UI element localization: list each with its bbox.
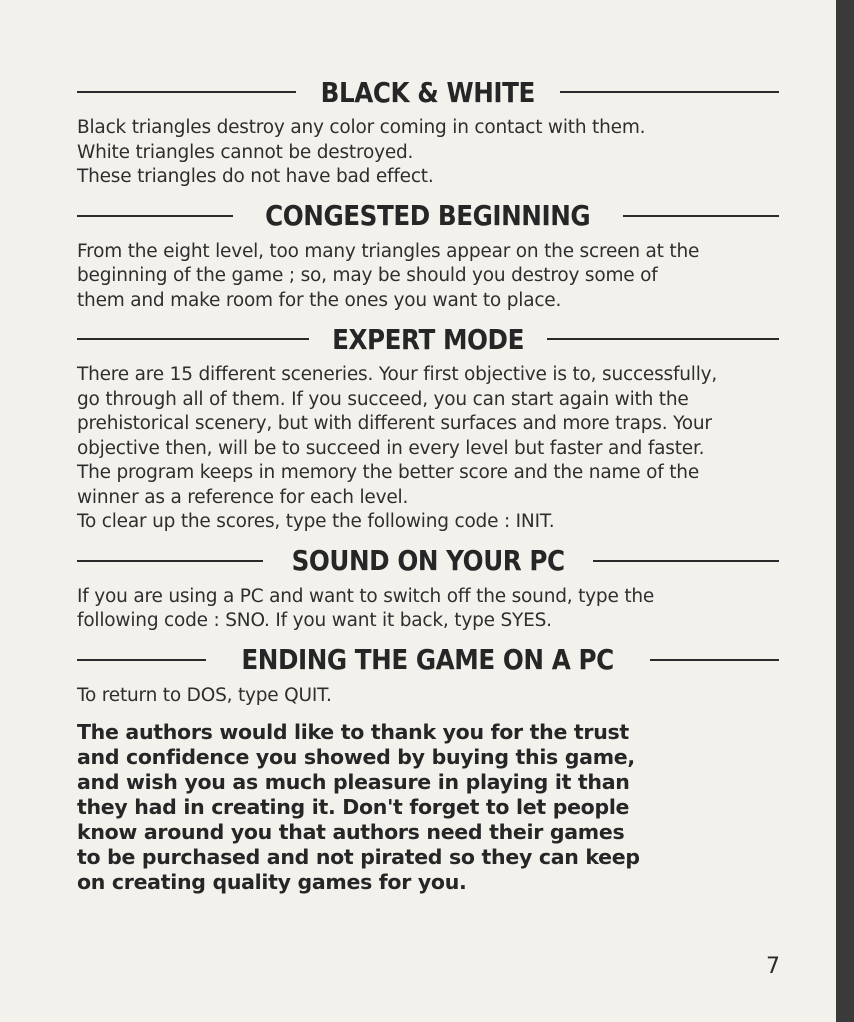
page-number: 7 <box>766 954 780 979</box>
heading-rule-left <box>77 560 263 562</box>
section-title: SOUND ON YOUR PC <box>291 544 565 577</box>
section-body <box>77 684 779 709</box>
section-black-white <box>77 72 779 190</box>
heading-rule-left <box>77 91 296 93</box>
section-body <box>77 240 779 314</box>
section-sound-on-pc <box>77 541 779 634</box>
section-heading <box>77 319 779 359</box>
body-line: following code : SNO. If you want it back, type SYES. <box>77 610 552 631</box>
body-line: These triangles do not have bad effect. <box>77 166 434 187</box>
section-title: ENDING THE GAME ON A PC <box>241 643 615 676</box>
section-title: CONGESTED BEGINNING <box>265 199 591 232</box>
section-body <box>77 116 779 190</box>
section-expert-mode <box>77 319 779 535</box>
body-line: From the eight level, too many triangles appear on the screen at the <box>77 240 700 262</box>
section-body <box>77 585 779 634</box>
body-line: There are 15 different sceneries. Your first objective is to, successfully, <box>77 364 718 385</box>
body-line: To clear up the scores, type the following code : INIT. <box>77 511 555 532</box>
body-line: them and make room for the ones you want to place. <box>77 289 562 311</box>
section-congested-beginning <box>77 196 779 314</box>
heading-rule-right <box>560 91 779 93</box>
heading-rule-right <box>547 338 779 340</box>
section-ending-game <box>77 640 779 709</box>
page-content <box>77 72 779 895</box>
thanks-line: they had in creating it. Don't forget to let people <box>77 795 630 819</box>
thanks-line: and wish you as much pleasure in playing it than <box>77 770 630 794</box>
heading-rule-right <box>593 560 779 562</box>
heading-rule-left <box>77 659 206 661</box>
section-title: BLACK & WHITE <box>320 75 536 109</box>
section-title: EXPERT MODE <box>332 322 524 356</box>
body-line: beginning of the game ; so, may be should you destroy some of <box>77 265 658 286</box>
heading-rule-left <box>77 338 309 340</box>
heading-rule-right <box>623 215 779 217</box>
body-line: Black triangles destroy any color coming in contact with them. <box>77 117 646 138</box>
body-line: White triangles cannot be destroyed. <box>77 141 414 163</box>
heading-rule-left <box>77 215 233 217</box>
body-line: winner as a reference for each level. <box>77 486 409 508</box>
section-heading <box>77 640 779 680</box>
section-body <box>77 363 779 535</box>
body-line: prehistorical scenery, but with different surfaces and more traps. Your <box>77 413 712 434</box>
book-spine-edge <box>836 0 854 1022</box>
thanks-line: The authors would like to thank you for the trust <box>77 720 629 744</box>
thanks-paragraph <box>77 720 779 895</box>
body-line: objective then, will be to succeed in every level but faster and faster. <box>77 437 705 459</box>
body-line: To return to DOS, type QUIT. <box>77 684 332 706</box>
section-heading <box>77 72 779 112</box>
thanks-line: know around you that authors need their games <box>77 820 625 844</box>
section-heading <box>77 541 779 581</box>
body-line: If you are using a PC and want to switch off the sound, type the <box>77 585 655 607</box>
heading-rule-right <box>650 659 779 661</box>
section-heading <box>77 196 779 236</box>
thanks-line: on creating quality games for you. <box>77 870 467 894</box>
thanks-line: to be purchased and not pirated so they can keep <box>77 845 640 869</box>
body-line: go through all of them. If you succeed, you can start again with the <box>77 388 689 410</box>
body-line: The program keeps in memory the better score and the name of the <box>77 462 700 483</box>
thanks-line: and confidence you showed by buying this game, <box>77 745 635 769</box>
